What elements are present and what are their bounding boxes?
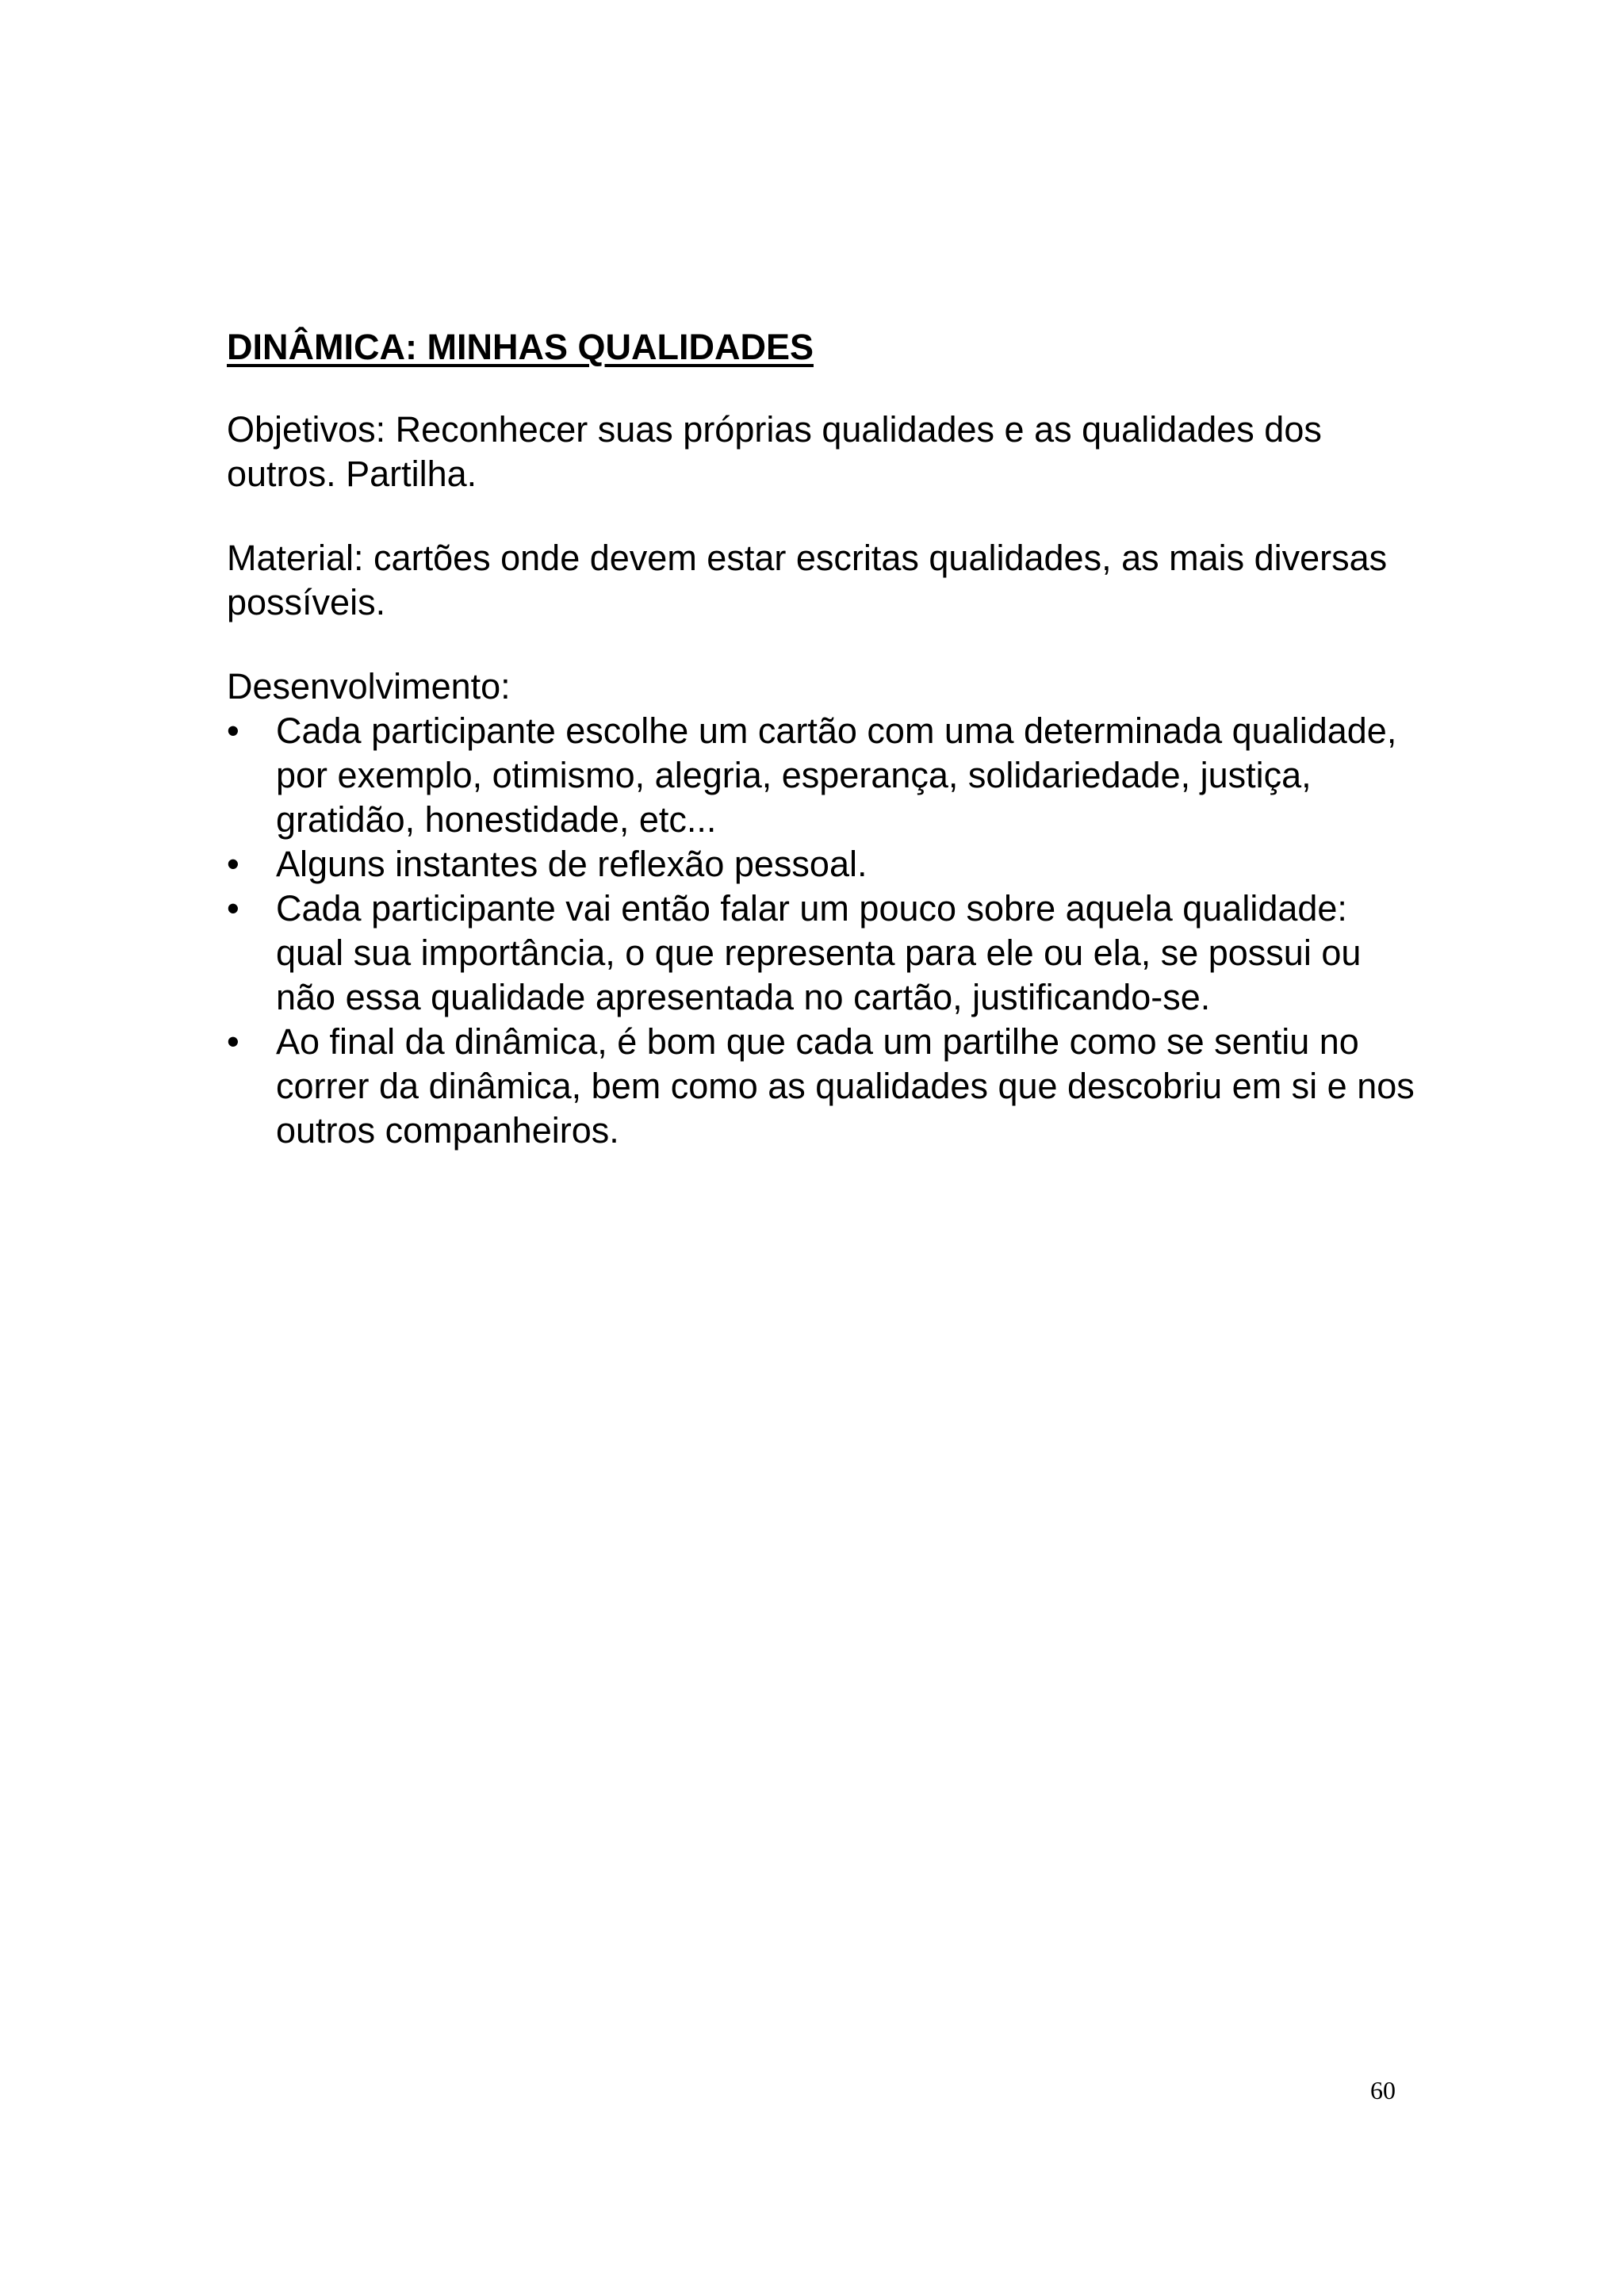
development-steps-list (227, 709, 1416, 1153)
list-item (227, 709, 1416, 842)
bullet-icon: • (227, 844, 239, 884)
step-text: Alguns instantes de reflexão pessoal. (276, 844, 868, 884)
bullet-icon: • (227, 888, 239, 929)
material-paragraph: Material: cartões onde devem estar escritas qualidades, as mais diversas possíveis. (227, 538, 1388, 622)
list-item (227, 1020, 1416, 1153)
step-text: Cada participante escolhe um cartão com uma determinada qualidade, por exemplo, otimismo, alegria, esperança, solidariedade, justiça, gratidão, honestidade, etc... (276, 710, 1397, 840)
document-body (227, 325, 1416, 1153)
bullet-icon: • (227, 710, 239, 751)
page-number: 60 (1370, 2076, 1396, 2104)
development-label: Desenvolvimento: (227, 666, 511, 707)
list-item (227, 842, 1416, 887)
step-text: Cada participante vai então falar um pouco sobre aquela qualidade: qual sua importância, o que representa para ele ou ela, se possui ou não essa qualidade apresentada no cartão, justificando-se. (276, 888, 1362, 1017)
bullet-icon: • (227, 1021, 239, 1062)
step-text: Ao final da dinâmica, é bom que cada um partilhe como se sentiu no correr da dinâmica, bem como as qualidades que descobriu em si e nos outros companheiros. (276, 1021, 1415, 1151)
list-item (227, 887, 1416, 1020)
document-title: DINÂMICA: MINHAS QUALIDADES (227, 327, 814, 367)
objectives-paragraph: Objetivos: Reconhecer suas próprias qualidades e as qualidades dos outros. Partilha. (227, 409, 1322, 494)
